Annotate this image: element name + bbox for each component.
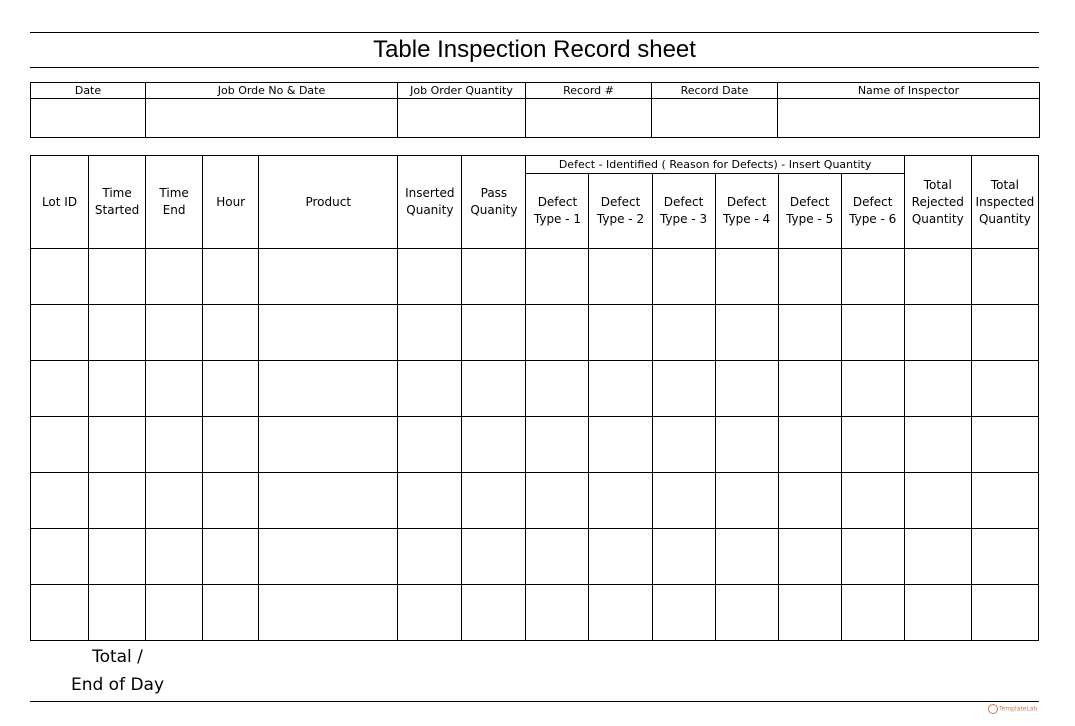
table-cell[interactable] xyxy=(259,361,398,417)
col-header-pass-quantity: Pass Quanity xyxy=(462,156,526,249)
table-cell[interactable] xyxy=(462,305,526,361)
table-cell[interactable] xyxy=(146,585,203,641)
col-header-defect-type-3: Defect Type - 3 xyxy=(652,174,715,249)
table-row xyxy=(31,529,1039,585)
table-row xyxy=(31,249,1039,305)
info-value-row xyxy=(31,99,1040,138)
info-header-inspector: Name of Inspector xyxy=(778,83,1040,99)
table-cell[interactable] xyxy=(715,473,778,529)
table-cell[interactable] xyxy=(146,417,203,473)
table-cell[interactable] xyxy=(971,417,1038,473)
table-cell[interactable] xyxy=(203,585,259,641)
table-cell[interactable] xyxy=(715,305,778,361)
col-header-total-rejected: Total Rejected Quantity xyxy=(904,156,971,249)
col-header-hour: Hour xyxy=(203,156,259,249)
table-cell[interactable] xyxy=(31,305,89,361)
col-header-inserted-quantity: Inserted Quanity xyxy=(398,156,462,249)
info-header-job-quantity: Job Order Quantity xyxy=(398,83,526,99)
info-header-record-date: Record Date xyxy=(652,83,778,99)
table-cell[interactable] xyxy=(778,417,841,473)
table-cell[interactable] xyxy=(31,585,89,641)
table-cell[interactable] xyxy=(715,417,778,473)
table-cell[interactable] xyxy=(652,249,715,305)
table-cell[interactable] xyxy=(398,305,462,361)
col-header-product: Product xyxy=(259,156,398,249)
table-cell[interactable] xyxy=(203,473,259,529)
table-cell[interactable] xyxy=(971,361,1038,417)
inspection-table xyxy=(30,155,1039,641)
info-header-date: Date xyxy=(31,83,146,99)
table-cell[interactable] xyxy=(89,473,146,529)
table-cell[interactable] xyxy=(904,585,971,641)
col-header-defect-type-2: Defect Type - 2 xyxy=(589,174,652,249)
table-cell[interactable] xyxy=(652,529,715,585)
table-cell[interactable] xyxy=(904,473,971,529)
top-rule xyxy=(30,32,1039,33)
table-cell[interactable] xyxy=(462,585,526,641)
info-header-job-order: Job Orde No & Date xyxy=(146,83,398,99)
table-cell[interactable] xyxy=(259,417,398,473)
table-cell[interactable] xyxy=(971,585,1038,641)
table-cell[interactable] xyxy=(841,249,904,305)
info-table xyxy=(30,82,1040,138)
table-cell[interactable] xyxy=(146,361,203,417)
table-cell[interactable] xyxy=(526,305,589,361)
table-cell[interactable] xyxy=(652,417,715,473)
table-cell[interactable] xyxy=(778,249,841,305)
table-cell[interactable] xyxy=(259,305,398,361)
table-cell[interactable] xyxy=(526,585,589,641)
table-cell[interactable] xyxy=(715,361,778,417)
table-cell[interactable] xyxy=(89,305,146,361)
info-value-cell[interactable] xyxy=(146,99,398,138)
table-cell[interactable] xyxy=(715,529,778,585)
table-row xyxy=(31,585,1039,641)
table-cell[interactable] xyxy=(259,585,398,641)
table-cell[interactable] xyxy=(904,529,971,585)
table-cell[interactable] xyxy=(31,417,89,473)
col-header-time-started: Time Started xyxy=(89,156,146,249)
table-row xyxy=(31,417,1039,473)
table-cell[interactable] xyxy=(971,305,1038,361)
table-cell[interactable] xyxy=(146,473,203,529)
table-cell[interactable] xyxy=(778,585,841,641)
table-cell[interactable] xyxy=(778,473,841,529)
col-header-total-inspected: Total Inspected Quantity xyxy=(971,156,1038,249)
table-cell[interactable] xyxy=(841,417,904,473)
table-row xyxy=(31,361,1039,417)
table-cell[interactable] xyxy=(203,529,259,585)
table-cell[interactable] xyxy=(89,529,146,585)
table-cell[interactable] xyxy=(398,417,462,473)
table-cell[interactable] xyxy=(203,249,259,305)
table-cell[interactable] xyxy=(841,305,904,361)
bottom-rule xyxy=(30,701,1039,702)
table-cell[interactable] xyxy=(89,417,146,473)
col-header-defect-type-6: Defect Type - 6 xyxy=(841,174,904,249)
table-cell[interactable] xyxy=(259,529,398,585)
logo xyxy=(988,704,1037,714)
table-cell[interactable] xyxy=(971,249,1038,305)
table-cell[interactable] xyxy=(462,529,526,585)
table-cell[interactable] xyxy=(971,529,1038,585)
table-cell[interactable] xyxy=(259,249,398,305)
table-cell[interactable] xyxy=(526,249,589,305)
table-cell[interactable] xyxy=(462,249,526,305)
col-header-defect-type-1: Defect Type - 1 xyxy=(526,174,589,249)
info-value-cell[interactable] xyxy=(526,99,652,138)
table-row xyxy=(31,305,1039,361)
table-cell[interactable] xyxy=(31,473,89,529)
table-cell[interactable] xyxy=(652,473,715,529)
table-cell[interactable] xyxy=(203,361,259,417)
table-cell[interactable] xyxy=(526,417,589,473)
table-cell[interactable] xyxy=(841,529,904,585)
col-header-lot-id: Lot ID xyxy=(31,156,89,249)
table-cell[interactable] xyxy=(904,417,971,473)
table-cell[interactable] xyxy=(589,473,652,529)
table-cell[interactable] xyxy=(89,249,146,305)
col-header-defect-type-5: Defect Type - 5 xyxy=(778,174,841,249)
page-title: Table Inspection Record sheet xyxy=(373,36,696,63)
table-cell[interactable] xyxy=(589,585,652,641)
table-cell[interactable] xyxy=(841,473,904,529)
table-cell[interactable] xyxy=(652,361,715,417)
table-cell[interactable] xyxy=(971,473,1038,529)
table-cell[interactable] xyxy=(589,417,652,473)
logo-icon xyxy=(988,704,998,714)
table-cell[interactable] xyxy=(31,529,89,585)
table-cell[interactable] xyxy=(778,361,841,417)
table-cell[interactable] xyxy=(89,585,146,641)
logo-text: TemplateLab xyxy=(999,705,1038,713)
table-cell[interactable] xyxy=(89,361,146,417)
table-cell[interactable] xyxy=(652,305,715,361)
table-cell[interactable] xyxy=(462,361,526,417)
table-cell[interactable] xyxy=(398,529,462,585)
info-value-cell[interactable] xyxy=(31,99,146,138)
title-rule xyxy=(30,67,1039,68)
table-cell[interactable] xyxy=(31,249,89,305)
table-cell[interactable] xyxy=(259,473,398,529)
table-cell[interactable] xyxy=(589,249,652,305)
table-cell[interactable] xyxy=(589,361,652,417)
info-header-record-number: Record # xyxy=(526,83,652,99)
info-value-cell[interactable] xyxy=(398,99,526,138)
info-header-row xyxy=(31,83,1040,99)
table-cell[interactable] xyxy=(778,305,841,361)
table-cell[interactable] xyxy=(146,305,203,361)
table-cell[interactable] xyxy=(526,473,589,529)
table-cell[interactable] xyxy=(146,529,203,585)
table-cell[interactable] xyxy=(526,361,589,417)
defect-group-header: Defect - Identified ( Reason for Defects) - Insert Quantity xyxy=(526,156,904,174)
table-cell[interactable] xyxy=(146,249,203,305)
table-cell[interactable] xyxy=(904,249,971,305)
table-cell[interactable] xyxy=(203,417,259,473)
col-header-defect-type-4: Defect Type - 4 xyxy=(715,174,778,249)
table-cell[interactable] xyxy=(462,473,526,529)
table-row xyxy=(31,473,1039,529)
table-cell[interactable] xyxy=(398,473,462,529)
table-cell[interactable] xyxy=(904,305,971,361)
table-cell[interactable] xyxy=(398,585,462,641)
table-cell[interactable] xyxy=(398,249,462,305)
table-cell[interactable] xyxy=(589,529,652,585)
table-cell[interactable] xyxy=(31,361,89,417)
col-header-time-end: Time End xyxy=(146,156,203,249)
table-cell[interactable] xyxy=(589,305,652,361)
total-end-of-day-label: Total / End of Day xyxy=(70,647,165,695)
info-value-cell[interactable] xyxy=(652,99,778,138)
table-cell[interactable] xyxy=(462,417,526,473)
table-cell[interactable] xyxy=(652,585,715,641)
table-cell[interactable] xyxy=(398,361,462,417)
table-cell[interactable] xyxy=(904,361,971,417)
table-cell[interactable] xyxy=(778,529,841,585)
main-header-row-1 xyxy=(31,156,1039,174)
table-cell[interactable] xyxy=(841,585,904,641)
table-cell[interactable] xyxy=(715,585,778,641)
table-cell[interactable] xyxy=(526,529,589,585)
table-cell[interactable] xyxy=(715,249,778,305)
table-cell[interactable] xyxy=(841,361,904,417)
table-cell[interactable] xyxy=(203,305,259,361)
info-value-cell[interactable] xyxy=(778,99,1040,138)
